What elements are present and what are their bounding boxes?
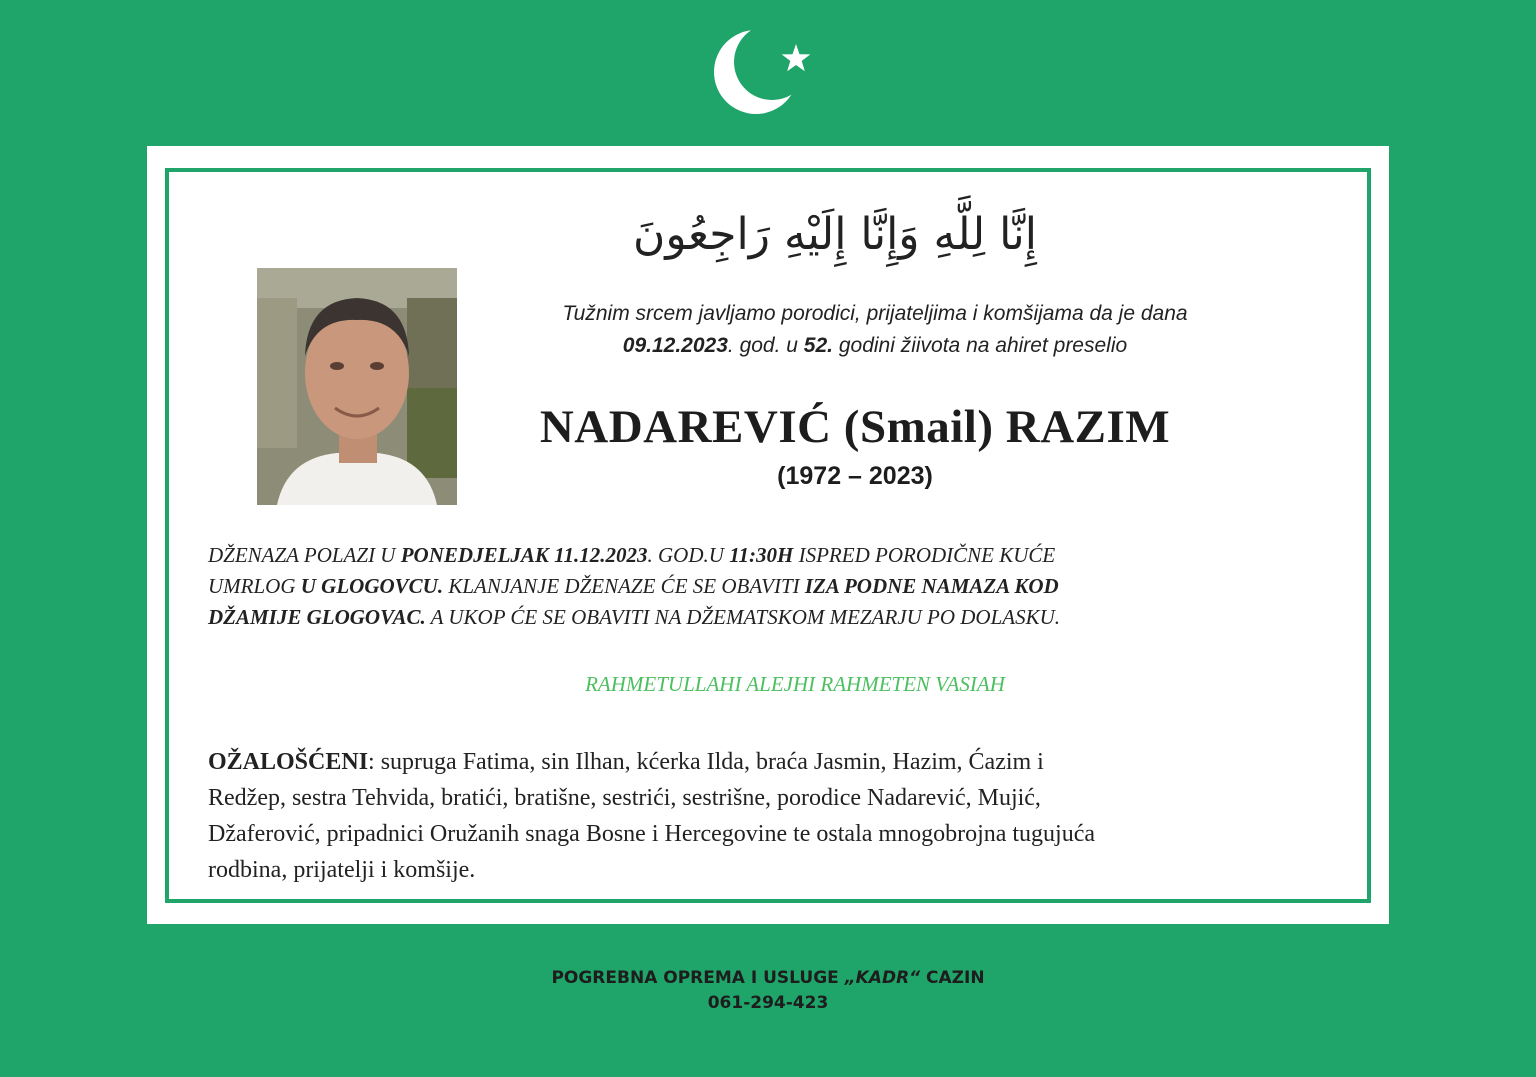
- crescent-star-icon: [708, 22, 818, 122]
- funeral-line-1: DŽENAZA POLAZI U PONEDJELJAK 11.12.2023. GOD.U 11:30H ISPRED PORODIČNE KUĆE: [208, 543, 1056, 567]
- life-years: (1972 – 2023): [777, 462, 933, 490]
- funeral-home-phone: 061-294-423: [707, 993, 829, 1013]
- funeral-info: [208, 540, 1318, 633]
- deceased-photo: [257, 268, 457, 505]
- deceased-name: NADAREVIĆ (Smail) RAZIM: [539, 401, 1171, 453]
- intro-text: [470, 298, 1280, 362]
- mourners-label: OŽALOŠĆENI: [208, 749, 369, 775]
- mourners-line-4: rodbina, prijatelji i komšije.: [208, 857, 476, 883]
- funeral-home-name: POGREBNA OPREMA I USLUGE „KADR“ CAZIN: [551, 968, 985, 988]
- age: 52.: [803, 334, 833, 357]
- death-date: 09.12.2023: [622, 334, 728, 357]
- funeral-line-3: DŽAMIJE GLOGOVAC. A UKOP ĆE SE OBAVITI NA DŽEMATSKOM MEZARJU PO DOLASKU.: [208, 605, 1061, 629]
- funeral-line-2: UMRLOG U GLOGOVCU. KLANJANJE DŽENAZE ĆE SE OBAVITI IZA PODNE NAMAZA KOD: [208, 574, 1059, 598]
- mourners-list: [208, 744, 1328, 888]
- arabic-verse: إِنَّا لِلَّهِ وَإِنَّا إِلَيْهِ رَاجِعُونَ: [633, 209, 1037, 260]
- mourners-line-2: Redžep, sestra Tehvida, bratići, bratišne, sestrići, sestrišne, porodice Nadarević, Mujić,: [208, 785, 1041, 811]
- prayer-line: RAHMETULLAHI ALEJHI RAHMETEN VASIAH: [585, 672, 1005, 696]
- mourners-line-3: Džaferović, pripadnici Oružanih snaga Bosne i Hercegovine te ostala mnogobrojna tugujuća: [208, 821, 1096, 847]
- intro-line-1: Tužnim srcem javljamo porodici, prijateljima i komšijama da je dana: [562, 302, 1188, 325]
- intro-line-2: 09.12.2023. god. u 52. godini žiivota na ahiret preselio: [622, 334, 1128, 357]
- mourners-line-1: OŽALOŠĆENI: supruga Fatima, sin Ilhan, kćerka Ilda, braća Jasmin, Hazim, Ćazim i: [208, 749, 1044, 775]
- funeral-home-footer: [400, 966, 1136, 1016]
